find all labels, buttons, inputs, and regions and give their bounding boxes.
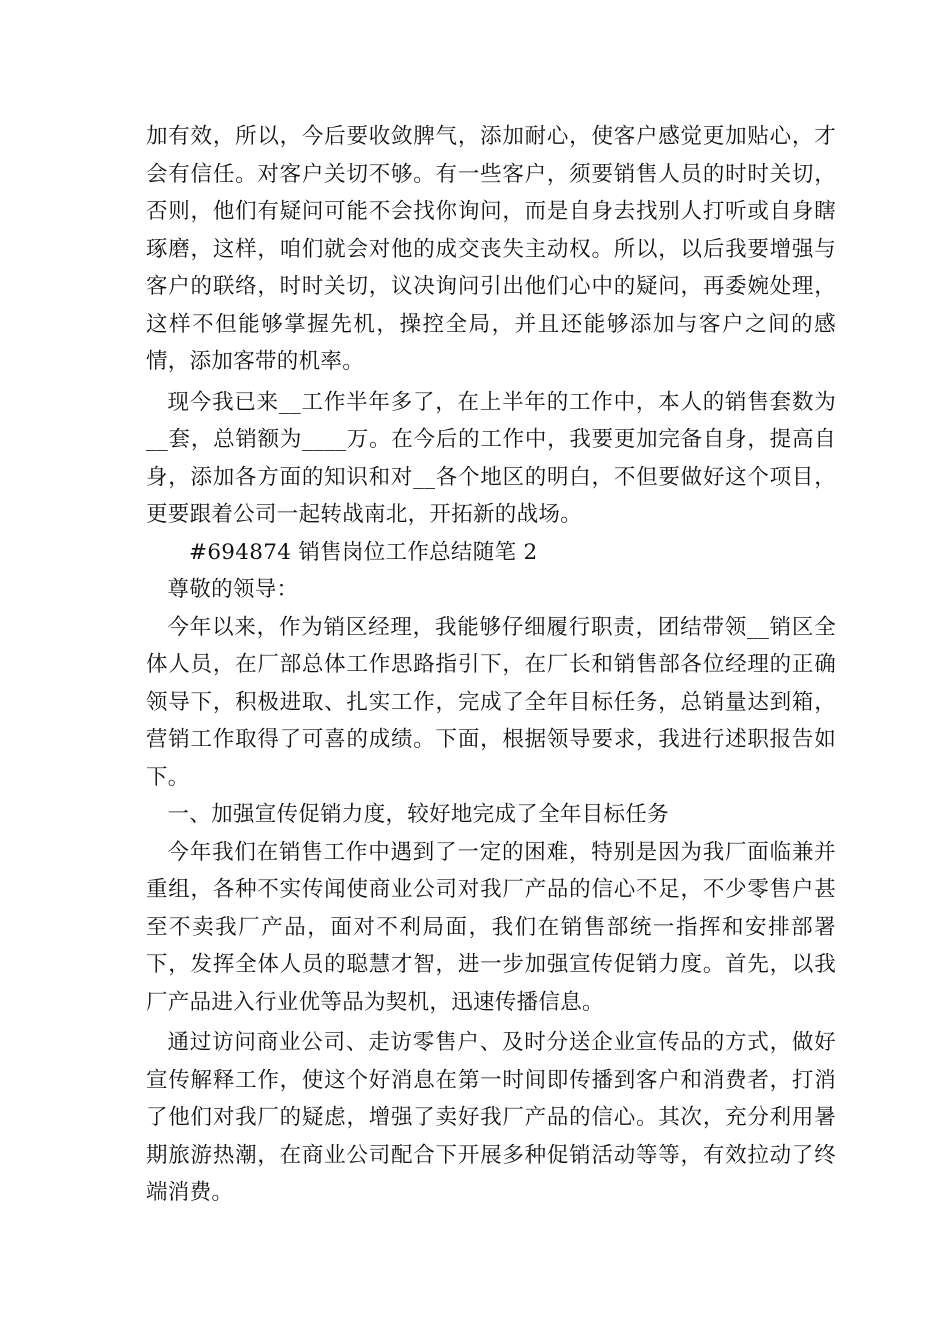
document-page	[146, 118, 836, 1212]
section-heading-one: 一、加强宣传促销力度，较好地完成了全年目标任务	[167, 802, 669, 827]
paragraph-promotion-actions: 通过访问商业公司、走访零售户、及时分送企业宣传品的方式，做好宣传解释工作，使这个好消息在第一时间即传播到客户和消费者，打消了他们对我厂的疑虑，增强了卖好我厂产品的信心。其次，充分利用暑期旅游热潮，在商业公司配合下开展多种促销活动等等，有效拉动了终端消费。	[146, 1030, 836, 1205]
paragraph-promotion-difficulties: 今年我们在销售工作中遇到了一定的困难，特别是因为我厂面临兼并重组，各种不实传闻使商业公司对我厂产品的信心不足，不少零售户甚至不卖我厂产品，面对不利局面，我们在销售部统一指挥和安排部署下，发挥全体人员的聪慧才智，进一步加强宣传促销力度。首先，以我厂产品进入行业优等品为契机，迅速传播信息。	[146, 839, 836, 1015]
paragraph-half-year-summary: 现今我已来__工作半年多了，在上半年的工作中，本人的销售套数为__套，总销额为____万。在今后的工作中，我要更加完备自身，提高自身，添加各方面的知识和对__各个地区的明白，不但要做好这个项目，更要跟着公司一起转战南北，开拓新的战场。	[146, 389, 836, 527]
salutation: 尊敬的领导：	[167, 577, 299, 602]
paragraph-continuation: 加有效，所以，今后要收敛脾气，添加耐心，使客户感觉更加贴心，才会有信任。对客户关切不够。有一些客户，须要销售人员的时时关切，否则，他们有疑问可能不会找你询问，而是自身去找别人打听或自身瞎琢磨，这样，咱们就会对他的成交丧失主动权。所以，以后我要增强与客户的联络，时时关切，议决询问引出他们心中的疑问，再委婉处理，这样不但能够掌握先机，操控全局，并且还能够添加与客户之间的感情，添加客带的机率。	[146, 124, 836, 374]
section-heading-title: #694874 销售岗位工作总结随笔 2	[189, 539, 538, 565]
paragraph-intro: 今年以来，作为销区经理，我能够仔细履行职责，团结带领__销区全体人员，在厂部总体工作思路指引下，在厂长和销售部各位经理的正确领导下，积极进取、扎实工作，完成了全年目标任务，总销量达到箱，营销工作取得了可喜的成绩。下面，根据领导要求，我进行述职报告如下。	[146, 614, 836, 790]
